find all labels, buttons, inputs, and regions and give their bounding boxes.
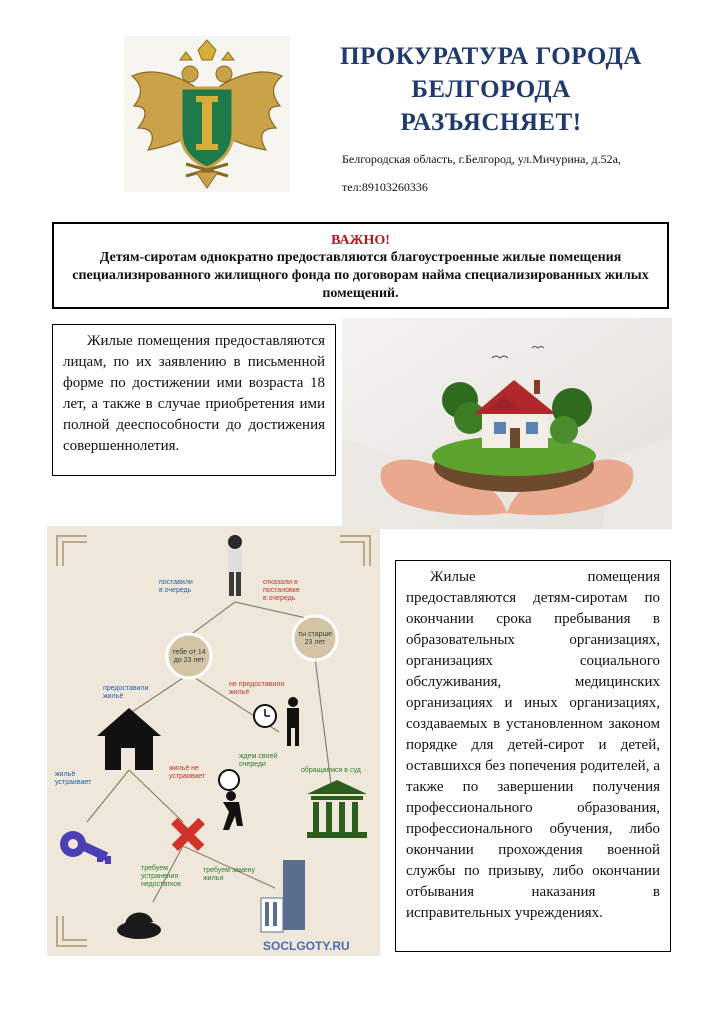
label-age-2: до 23 лет [173,657,205,664]
housing-flow-infographic [47,526,380,956]
label-replace-1: требуем замену [203,867,256,874]
label-not-provided-1: не предоставили [229,681,285,688]
important-text: Детям-сиротам однократно предоставляются благоустроенные жилые помещения специализированного жилищного фонда по договорам найма специализированных жилых помещений. [72,250,649,301]
info-box-conditions: Жилые помещения предоставляются детям-сиротам по окончании срока пребывания в образовательных организациях, организациях социального обслуживания, медицинских организациях и иных организациях, создаваемых в установленном законом порядке для детей-сирот и детей, оставшихся без попечения родителей, а также по завершении получения профессионального образования, профессионального обучения, либо окончании прохождения военной службы по призыву, либо окончании отбывания наказания в исправительных учреждениях. [395,560,671,952]
label-refused-1: отказали в [263,579,298,586]
label-housing-not-ok-1: жильё не [169,765,199,772]
label-not-provided-2: жильё [229,689,250,696]
title-line-3: РАЗЪЯСНЯЕТ! [400,109,582,136]
important-heading: ВАЖНО! [331,233,390,248]
label-housing-not-ok-2: устраивает [169,773,206,780]
label-replace-2: жилья [203,875,224,882]
important-notice [52,222,669,309]
label-older-2: 23 лет [304,639,326,646]
label-age-1: тебе от 14 [172,649,206,656]
info-box-age: Жилые помещения предоставляются лицам, по их заявлению в письменной форме по достижении ими возраста 18 лет, а также в случае приобретения ими полной дееспособности до достижения совершеннолетия. [52,324,336,476]
label-put-in-queue-2: в очередь [159,587,192,594]
label-housing-ok-1: жильё [55,771,76,778]
label-refused-3: в очередь [263,595,296,602]
label-older-1: ты старше [297,631,333,638]
label-repair-3: недостатков [141,881,181,888]
label-provided-2: жильё [103,693,124,700]
title-line-2: БЕЛГОРОДА [411,76,571,103]
label-waiting-1: ждем своей [239,753,278,760]
label-court: обращаемся в суд [301,767,361,774]
watermark: SOCLGOTY.RU [263,939,350,953]
title-line-1: ПРОКУРАТУРА ГОРОДА [340,43,642,70]
label-repair-2: устранения [141,873,179,880]
label-repair-1: требуем [141,865,168,872]
label-provided-1: предоставили [103,685,149,692]
address: Белгородская область, г.Белгород, ул.Мичурина, д.52а, [342,152,621,166]
phone-number: тел:89103260336 [342,180,428,194]
house-in-hands-image [342,318,672,529]
label-waiting-2: очереди [239,761,266,768]
prosecutor-emblem [124,36,290,192]
page-title [318,40,664,139]
label-refused-2: постановке [263,587,300,594]
label-housing-ok-2: устраивает [55,779,92,786]
label-put-in-queue-1: поставили [159,579,193,586]
